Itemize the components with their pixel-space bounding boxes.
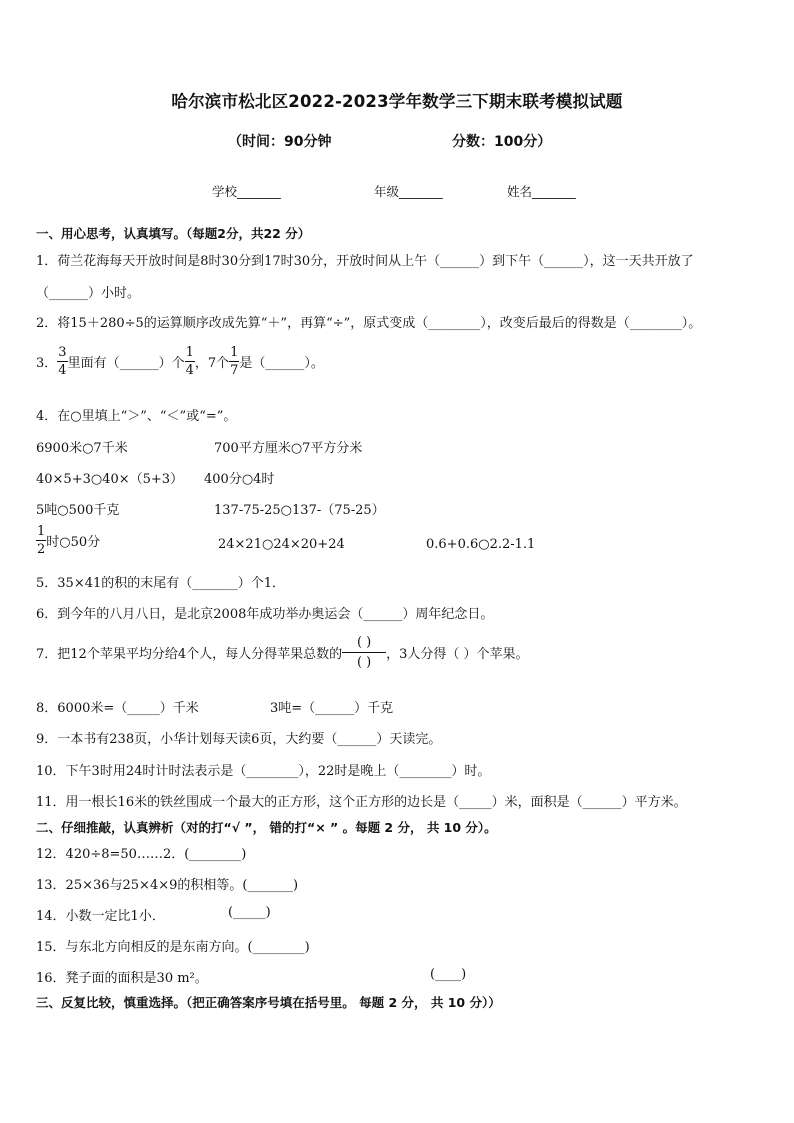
question-1-line-1: 1．荷兰花海每天开放时间是8时30分到17时30分，开放时间从上午（______）到下午（______），这一天共开放了 [36, 254, 694, 269]
exam-score: 分数：100分） [452, 134, 552, 150]
page-title: 哈尔滨市松北区2022-2023学年数学三下期末联考模拟试题 [171, 92, 623, 111]
question-15: 15．与东北方向相反的是东南方向。(________) [36, 940, 310, 955]
question-8-part-1: 8．6000米=（_____）千米 [36, 701, 199, 716]
section-3-heading: 三、反复比较，慎重选择。（把正确答案序号填在括号里。 每题 2 分， 共 10 分）） [36, 995, 501, 1010]
q4-item-c1: 5吨○500千克 [36, 503, 120, 518]
q4-item-b1: 40×5+3○40×（5+3） [36, 472, 184, 487]
question-8-part-2: 3吨=（______）千克 [270, 701, 394, 716]
section-1-heading: 一、用心思考，认真填写。（每题2分，共22 分） [36, 226, 311, 241]
q4-item-d2: 24×21○24×20+24 [218, 537, 345, 552]
school-field: 学校_______ [212, 184, 281, 199]
q4-item-d3: 0.6+0.6○2.2-1.1 [426, 537, 536, 552]
blank-fraction: ( ) ( ) [342, 636, 386, 669]
exam-time: （时间：90分钟 [228, 134, 332, 150]
question-14-blank: (_____) [228, 905, 271, 920]
question-14: 14．小数一定比1小． [36, 909, 165, 924]
question-12: 12．420÷8=50……2．(________) [36, 847, 247, 862]
q3-text-2: ，7个 [194, 356, 230, 371]
q4-item-a1: 6900米○7千米 [36, 441, 128, 456]
name-field: 姓名_______ [507, 184, 576, 199]
question-16-blank: (____) [430, 967, 467, 982]
question-10: 10．下午3时用24时计时法表示是（________），22时是晚上（________）时。 [36, 764, 491, 779]
fraction-1-2: $\frac{1}{2}$ [37, 524, 46, 557]
q3-prefix: 3． [36, 356, 58, 371]
question-11: 11．用一根长16米的铁丝围成一个最大的正方形，这个正方形的边长是（_____）米，面积是（______）平方米。 [36, 795, 687, 810]
q3-text-1: 里面有（______）个 [67, 356, 185, 371]
question-3 [36, 346, 324, 377]
section-2-heading: 二、仔细推敲，认真辨析（对的打“√ ”， 错的打“× ” 。每题 2 分， 共 10 分）。 [36, 820, 497, 835]
question-16: 16．凳子面的面积是30 m²。 [36, 971, 208, 986]
question-5: 5．35×41的积的末尾有（_______）个1． [36, 576, 286, 591]
fraction-1-7: $\frac{1}{7}$ [230, 345, 239, 378]
fraction-3-4: $\frac{3}{4}$ [58, 345, 67, 378]
question-9: 9．一本书有238页，小华计划每天读6页，大约要（______）天读完。 [36, 732, 442, 747]
q4-item-b2: 400分○4时 [204, 472, 275, 487]
question-2: 2．将15＋280÷5的运算顺序改成先算“＋”，再算“÷”，原式变成（________），改变后最后的得数是（________）。 [36, 316, 702, 331]
question-1-line-2: （______）小时。 [36, 286, 141, 301]
grade-field: 年级_______ [374, 184, 443, 199]
question-6: 6．到今年的八月八日，是北京2008年成功举办奥运会（______）周年纪念日。 [36, 607, 494, 622]
question-7: 7．把12个苹果平均分给4个人，每人分得苹果总数的 ( ) ( ) ，3人分得（ ）个苹果。 [36, 635, 529, 670]
q4-item-a2: 700平方厘米○7平方分米 [214, 441, 363, 456]
q4-item-c2: 137-75-25○137-（75-25） [214, 503, 385, 518]
q3-text-3: 是（______）。 [239, 356, 324, 371]
q4-item-d1: $\frac{1}{2}$ 时○50分 [37, 524, 101, 557]
question-4: 4．在○里填上“＞”、“＜”或“=”。 [36, 409, 237, 424]
question-13: 13．25×36与25×4×9的积相等。(_______) [36, 878, 299, 893]
fraction-1-4: $\frac{1}{4}$ [185, 345, 194, 378]
